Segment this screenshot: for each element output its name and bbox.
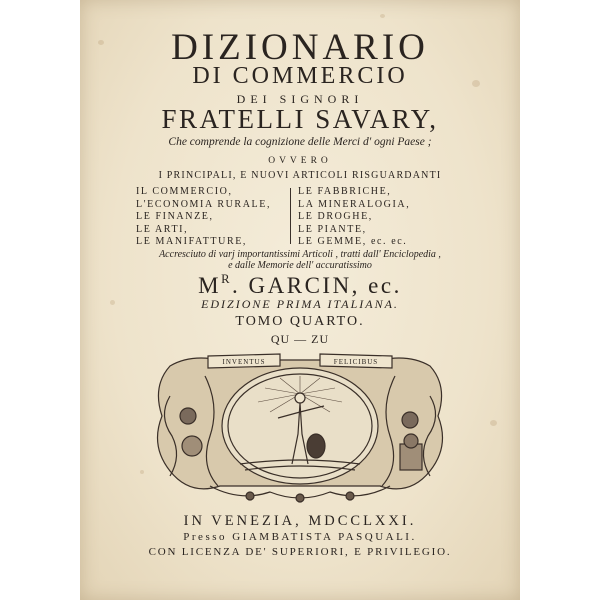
topics-right-column — [298, 186, 410, 249]
topic-item: LE ARTI, — [136, 223, 189, 235]
editor-line — [80, 272, 520, 299]
topic-item: L'ECONOMIA RURALE, — [136, 198, 272, 210]
topic-item: LE FABBRICHE, — [298, 186, 392, 197]
engraved-vignette — [130, 346, 470, 506]
vignette-banner-right: FELICIBUS — [333, 358, 379, 366]
ovvero-line: OVVERO — [268, 156, 332, 166]
book-title: DIZIONARIO — [171, 27, 429, 68]
edition-line: EDIZIONE PRIMA ITALIANA. — [201, 297, 399, 311]
editor-superscript: R — [221, 272, 233, 286]
topic-item: IL COMMERCIO, — [136, 186, 233, 197]
description-line: Che comprende la cognizione delle Merci d' ogni Paese ; — [168, 136, 432, 148]
editor-prefix: M — [198, 273, 222, 299]
column-divider — [290, 188, 291, 244]
topic-item: LE PIANTE, — [298, 223, 367, 235]
accresciuto-line-2: e dalle Memorie dell' accuratissimo — [228, 260, 372, 271]
topic-item: LA MINERALOGIA, — [298, 198, 411, 210]
authors-line: FRATELLI SAVARY, — [161, 104, 439, 134]
editor-name: . GARCIN, ec. — [232, 273, 402, 299]
topic-item: LE MANIFATTURE, — [136, 236, 248, 248]
topic-item: LE GEMME, ec. ec. — [298, 236, 408, 248]
imprint-place: IN VENEZIA, MDCCLXXI. — [183, 513, 417, 529]
accresciuto-line-1: Accresciuto di varj importantissimi Articoli , tratti dall' Enciclopedia , — [159, 249, 441, 260]
of-the-line: DEI SIGNORI — [236, 92, 364, 106]
principal-line: I PRINCIPALI, E NUOVI ARTICOLI RISGUARDANTI — [158, 170, 442, 181]
topics-left-column — [136, 186, 271, 249]
topic-item: LE FINANZE, — [136, 211, 214, 223]
topics-list — [136, 186, 466, 246]
vignette-banner-left: INVENTUS — [222, 358, 266, 366]
range-line: QU — ZU — [270, 332, 330, 346]
imprint-printer: Presso GIAMBATISTA PASQUALI. — [183, 531, 417, 543]
volume-line: TOMO QUARTO. — [235, 314, 365, 329]
topic-item: LE DROGHE, — [298, 211, 373, 223]
book-subtitle: DI COMMERCIO — [192, 63, 408, 89]
imprint-license: CON LICENZA DE' SUPERIORI, E PRIVILEGIO. — [148, 546, 452, 558]
title-page — [80, 0, 520, 600]
